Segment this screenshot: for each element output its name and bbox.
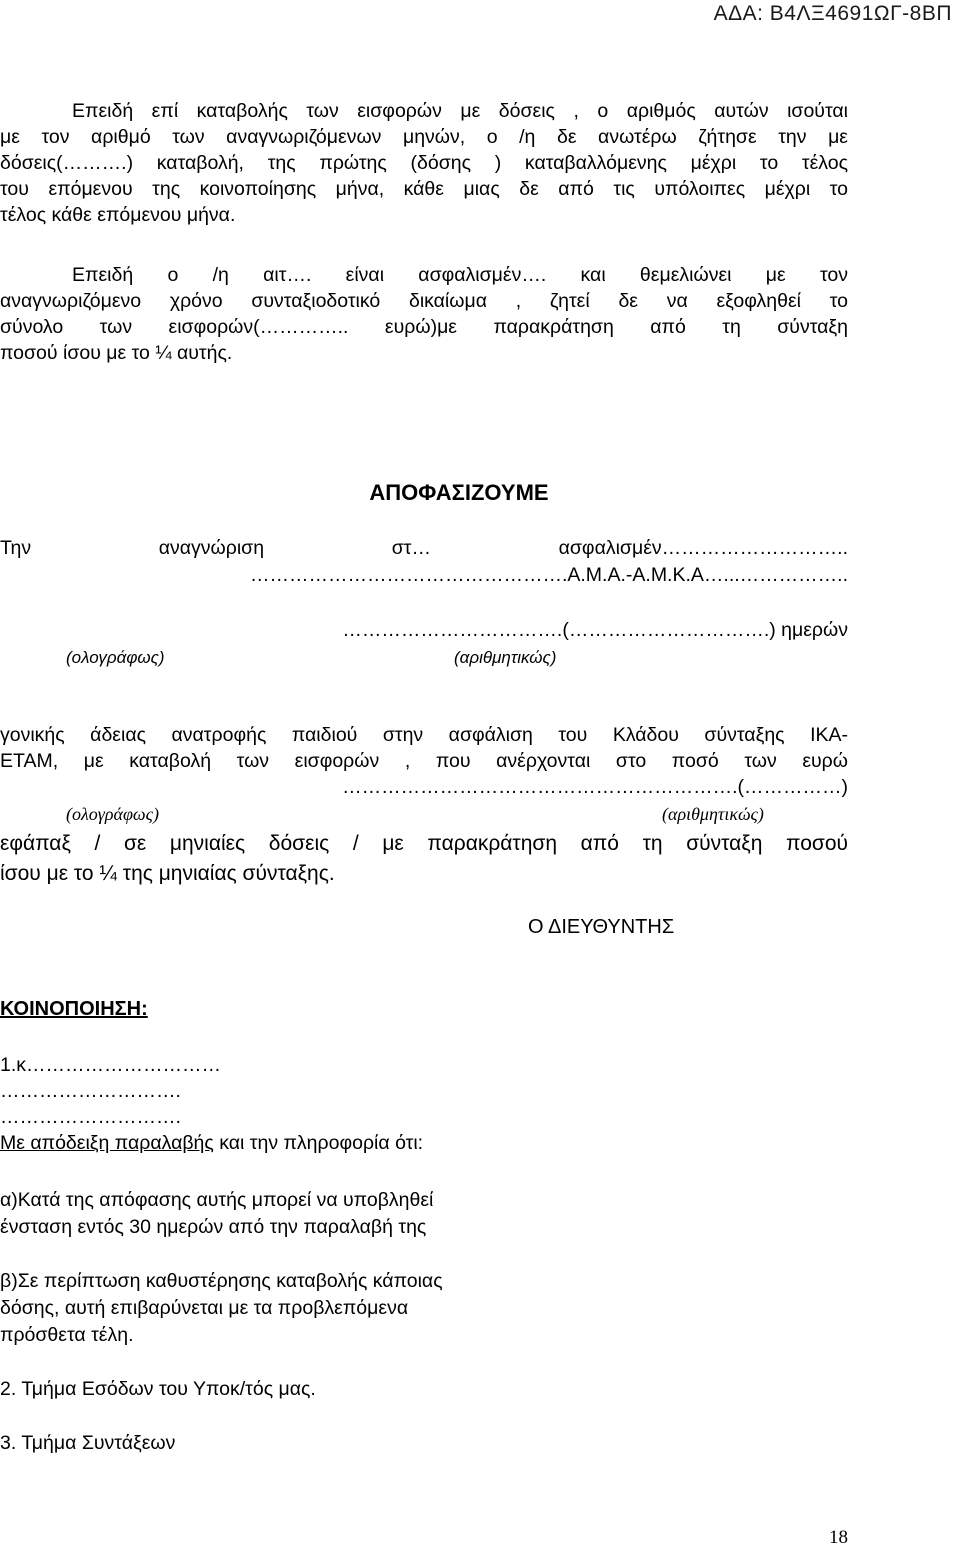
signature-title: Ο ΔΙΕΥΘΥΝΤΗΣ: [528, 916, 675, 938]
receipt-line: [0, 1132, 423, 1155]
delay-note: [0, 1268, 443, 1349]
text-line: β)Σε περίπτωση καθυστέρησης καταβολής κάποιας: [0, 1270, 443, 1292]
notification-title: ΚΟΙΝΟΠΟΙΗΣΗ:: [0, 998, 148, 1020]
text-word: αναγνώριση: [158, 537, 265, 559]
text-line: πρόσθετα τέλη.: [0, 1324, 134, 1346]
text-word: στ…: [391, 537, 431, 559]
text-line: με τον αριθμό των αναγνωριζόμενων μηνών, ο /η δε ανωτέρω ζήτησε την με: [0, 126, 848, 148]
paragraph-payment: [0, 829, 848, 889]
paragraph-installments: [0, 98, 848, 228]
text-line: δόσης, αυτή επιβαρύνεται με τα προβλεπόμενα: [0, 1297, 409, 1319]
text-line: του επόμενου της κοινοποίησης μήνα, κάθε μιας δε από τις υπόλοιπες μέχρι το: [0, 178, 848, 200]
caption-in-words: (ολογράφως): [66, 648, 165, 667]
text-line: Επειδή επί καταβολής των εισφορών με δόσεις , ο αριθμός αυτών ισούται: [72, 100, 848, 122]
caption-in-numbers: (αριθμητικώς): [454, 648, 557, 667]
text-line: Επειδή ο /η αιτ…. είναι ασφαλισμέν…. και θεμελιώνει με τον: [72, 264, 848, 286]
text-word: ασφαλισμέν………………………..: [558, 537, 848, 559]
caption-in-words-2: (ολογράφως): [66, 804, 159, 824]
recognition-line-3: …………………………….(………………………….) ημερών: [342, 619, 848, 641]
text-line: ποσού ίσου με το ¼ αυτής.: [0, 342, 233, 364]
text-line: ΕΤΑΜ, με καταβολή των εισφορών , που ανέρχονται στο ποσό των ευρώ: [0, 750, 848, 772]
notification-item-2: 2. Τμήμα Εσόδων του Υποκ/τός μας.: [0, 1378, 316, 1400]
text-line: α)Κατά της απόφασης αυτής μπορεί να υποβληθεί: [0, 1189, 434, 1211]
text-line: αναγνωριζόμενο χρόνο συνταξιοδοτικό δικαίωμα , ζητεί δε να εξοφληθεί το: [0, 290, 848, 312]
text-line: γονικής άδειας ανατροφής παιδιού στην ασφάλιση του Κλάδου σύνταξης ΙΚΑ-: [0, 724, 848, 746]
receipt-underlined: Με απόδειξη παραλαβής: [0, 1132, 214, 1154]
recognition-line-2: ………………………………………….Α.Μ.Α.-Α.Μ.Κ.Α…...……………..: [249, 564, 848, 586]
text-line: τέλος κάθε επόμενου μήνα.: [0, 204, 236, 226]
paragraph-insured: [0, 262, 848, 366]
notification-item-3: 3. Τμήμα Συντάξεων: [0, 1432, 176, 1454]
text-word: Την: [0, 537, 32, 559]
paragraph-leave: [0, 722, 848, 800]
notification-recipient-3: ……………………….: [0, 1106, 181, 1128]
caption-in-numbers-2: (αριθμητικώς): [662, 804, 764, 824]
text-line: δόσεις(……….) καταβολή, της πρώτης (δόσης ) καταβαλλόμενης μέχρι το τέλος: [0, 152, 848, 174]
ada-code: ΑΔΑ: Β4ΛΞ4691ΩΓ-8ΒΠ: [713, 2, 952, 25]
receipt-rest: και την πληροφορία ότι:: [213, 1132, 424, 1154]
appeal-note: [0, 1187, 433, 1241]
recognition-line-1: [0, 537, 848, 560]
page-number: 18: [829, 1527, 848, 1548]
notification-recipient-2: ……………………….: [0, 1080, 181, 1102]
text-line: σύνολο των εισφορών(………….. ευρώ)με παρακράτηση από τη σύνταξη: [0, 316, 848, 338]
decision-heading: ΑΠΟΦΑΣΙΖΟΥΜΕ: [369, 480, 549, 505]
notification-recipient-1: 1.κ…………………………: [0, 1054, 222, 1076]
text-line: ίσου με το ¼ της μηνιαίας σύνταξης.: [0, 862, 335, 885]
text-line: εφάπαξ / σε μηνιαίες δόσεις / με παρακράτηση από τη σύνταξη ποσού: [0, 832, 848, 855]
text-line: ένσταση εντός 30 ημερών από την παραλαβή της: [0, 1216, 427, 1238]
text-line: …………………………………………………….(……………): [342, 776, 848, 798]
